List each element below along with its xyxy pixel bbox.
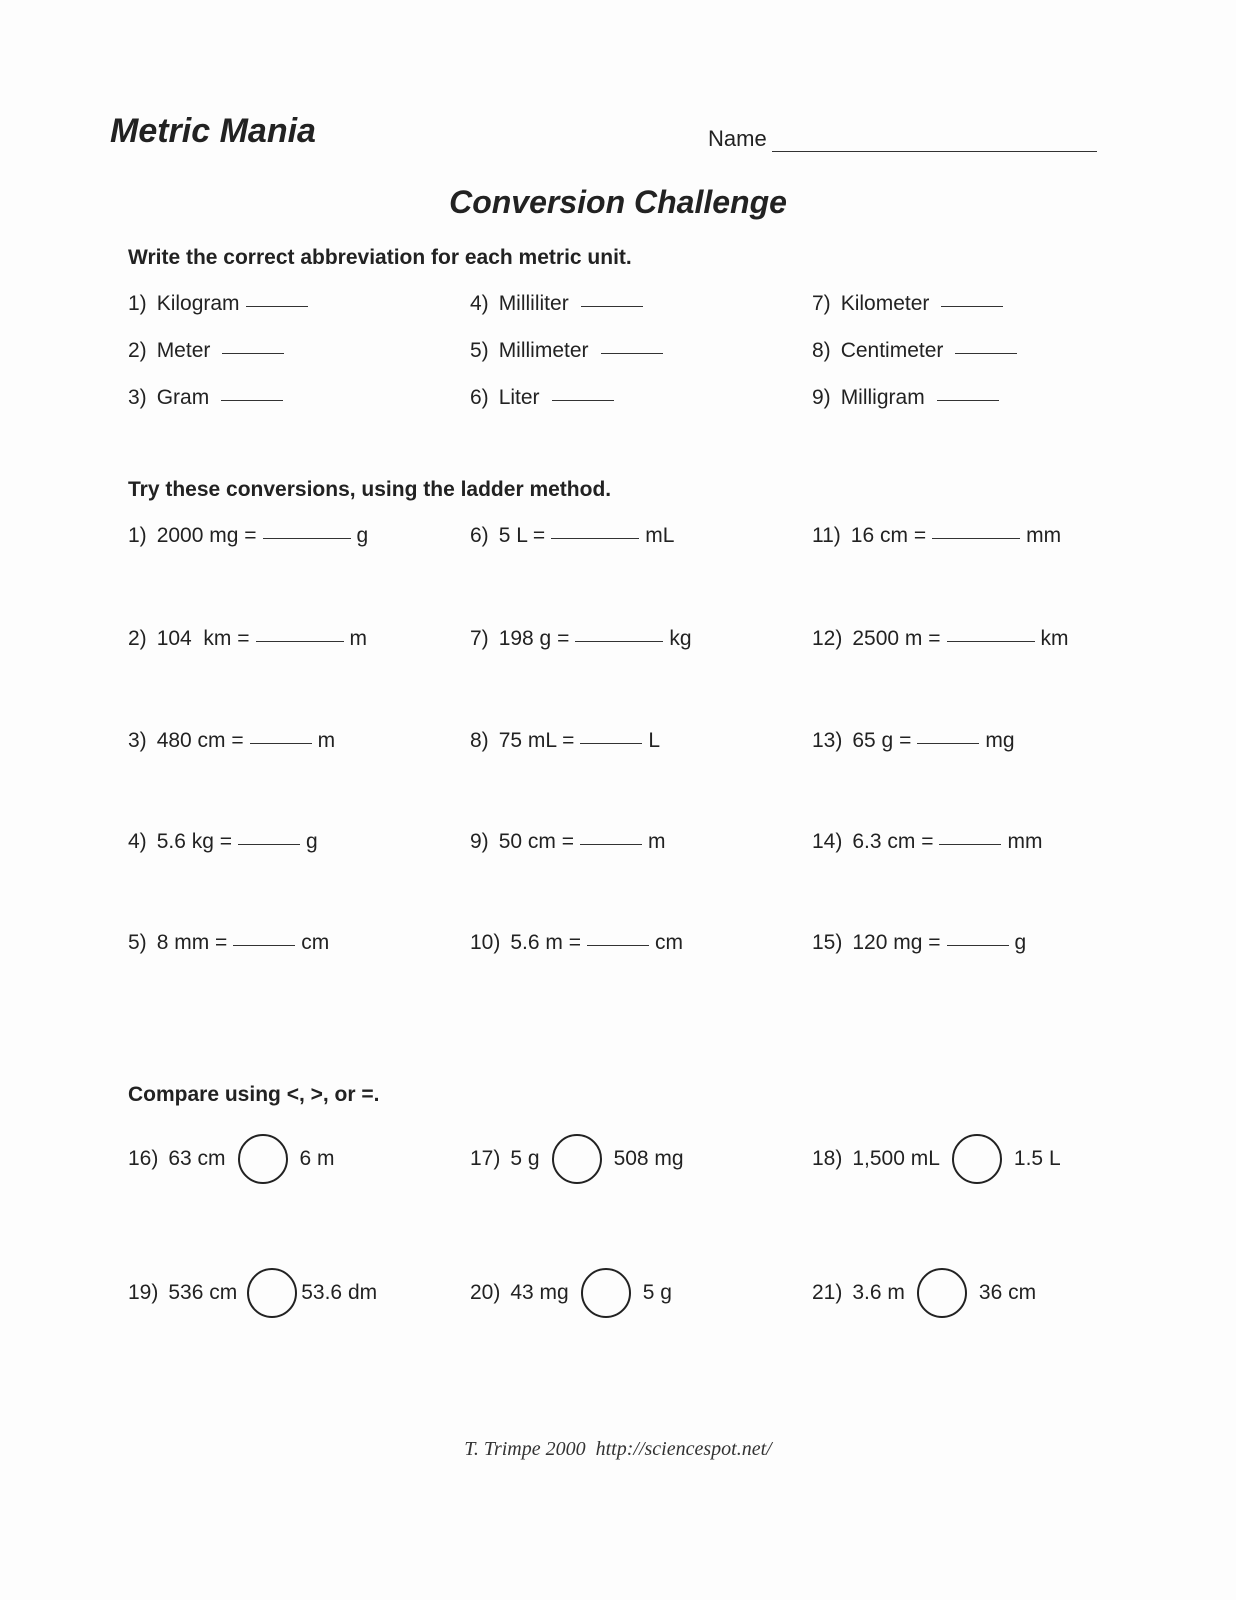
- target-unit: kg: [669, 627, 692, 650]
- compare-item: [470, 1268, 672, 1318]
- item-number: 4): [470, 292, 489, 315]
- abbreviation-item: [128, 292, 314, 316]
- answer-blank[interactable]: [947, 641, 1035, 642]
- answer-blank[interactable]: [551, 538, 639, 539]
- left-quantity: 43 mg: [510, 1281, 569, 1304]
- target-unit: cm: [301, 931, 330, 954]
- right-quantity: 53.6 dm: [301, 1281, 378, 1304]
- unit-label: Milliliter: [498, 292, 569, 315]
- compare-item: [812, 1268, 1036, 1318]
- answer-blank[interactable]: [256, 641, 344, 642]
- item-number: 8): [812, 339, 831, 362]
- target-unit: mg: [985, 729, 1015, 752]
- conversion-item: [812, 830, 1042, 854]
- unit-label: Meter: [156, 339, 211, 362]
- target-unit: cm: [654, 931, 683, 954]
- target-unit: m: [349, 627, 367, 650]
- compare-item: [128, 1268, 377, 1318]
- item-number: 9): [470, 830, 489, 853]
- answer-blank[interactable]: [238, 844, 300, 845]
- target-unit: g: [306, 830, 318, 853]
- conversion-item: [128, 524, 368, 548]
- answer-blank[interactable]: [955, 353, 1017, 354]
- conversion-item: [470, 931, 683, 955]
- answer-blank[interactable]: [941, 306, 1003, 307]
- comparison-circle[interactable]: [952, 1134, 1002, 1184]
- conversion-instruction: Try these conversions, using the ladder method.: [128, 478, 612, 501]
- comparison-circle[interactable]: [917, 1268, 967, 1318]
- answer-blank[interactable]: [552, 400, 614, 401]
- abbreviation-item: [812, 386, 1005, 410]
- conversion-item: [470, 830, 665, 854]
- conversion-expression: 2000 mg =: [156, 524, 257, 547]
- answer-blank[interactable]: [937, 400, 999, 401]
- unit-label: Kilogram: [156, 292, 240, 315]
- abbreviation-item: [128, 386, 289, 410]
- conversion-expression: 75 mL =: [498, 729, 575, 752]
- left-quantity: 536 cm: [168, 1281, 238, 1304]
- target-unit: L: [648, 729, 661, 752]
- item-number: 6): [470, 386, 489, 409]
- compare-item: [470, 1134, 684, 1184]
- right-quantity: 1.5 L: [1013, 1147, 1061, 1170]
- conversion-expression: 198 g =: [498, 627, 570, 650]
- item-number: 8): [470, 729, 489, 752]
- conversion-expression: 120 mg =: [852, 931, 941, 954]
- conversion-item: [812, 524, 1061, 548]
- comparison-circle[interactable]: [552, 1134, 602, 1184]
- answer-blank[interactable]: [250, 743, 312, 744]
- item-number: 12): [812, 627, 843, 650]
- left-quantity: 3.6 m: [852, 1281, 905, 1304]
- unit-label: Milligram: [840, 386, 925, 409]
- item-number: 1): [128, 524, 147, 547]
- item-number: 17): [470, 1147, 501, 1170]
- conversion-item: [812, 931, 1026, 955]
- name-label: Name: [708, 126, 767, 151]
- item-number: 18): [812, 1147, 843, 1170]
- conversion-expression: 6.3 cm =: [852, 830, 934, 853]
- abbreviation-item: [812, 292, 1009, 316]
- conversion-expression: 5.6 m =: [510, 931, 581, 954]
- conversion-expression: 8 mm =: [156, 931, 228, 954]
- answer-blank[interactable]: [581, 306, 643, 307]
- comparison-circle[interactable]: [238, 1134, 288, 1184]
- abbreviation-instruction: Write the correct abbreviation for each metric unit.: [128, 246, 632, 269]
- item-number: 21): [812, 1281, 843, 1304]
- target-unit: mL: [645, 524, 675, 547]
- answer-blank[interactable]: [947, 945, 1009, 946]
- conversion-expression: 5 L =: [498, 524, 546, 547]
- item-number: 20): [470, 1281, 501, 1304]
- left-quantity: 1,500 mL: [852, 1147, 940, 1170]
- item-number: 15): [812, 931, 843, 954]
- item-number: 9): [812, 386, 831, 409]
- abbreviation-item: [812, 339, 1023, 363]
- answer-blank[interactable]: [222, 353, 284, 354]
- unit-label: Millimeter: [498, 339, 589, 362]
- compare-item: [812, 1134, 1061, 1184]
- conversion-item: [128, 931, 329, 955]
- target-unit: mm: [1007, 830, 1043, 853]
- conversion-expression: 50 cm =: [498, 830, 574, 853]
- answer-blank[interactable]: [263, 538, 351, 539]
- right-quantity: 36 cm: [978, 1281, 1037, 1304]
- footer-credit: T. Trimpe 2000 http://sciencespot.net/: [464, 1438, 772, 1460]
- answer-blank[interactable]: [932, 538, 1020, 539]
- comparison-circle[interactable]: [581, 1268, 631, 1318]
- compare-instruction: Compare using <, >, or =.: [128, 1083, 380, 1106]
- conversion-expression: 65 g =: [852, 729, 912, 752]
- conversion-item: [470, 729, 660, 753]
- item-number: 2): [128, 339, 147, 362]
- conversion-item: [128, 729, 335, 753]
- item-number: 13): [812, 729, 843, 752]
- compare-item: [128, 1134, 335, 1184]
- item-number: 10): [470, 931, 501, 954]
- conversion-item: [128, 830, 318, 854]
- left-quantity: 63 cm: [168, 1147, 226, 1170]
- item-number: 7): [470, 627, 489, 650]
- item-number: 7): [812, 292, 831, 315]
- answer-blank[interactable]: [939, 844, 1001, 845]
- right-quantity: 6 m: [299, 1147, 335, 1170]
- item-number: 11): [812, 524, 841, 547]
- target-unit: m: [647, 830, 666, 853]
- item-number: 3): [128, 729, 147, 752]
- comparison-circle[interactable]: [247, 1268, 297, 1318]
- item-number: 4): [128, 830, 147, 853]
- item-number: 1): [128, 292, 147, 315]
- item-number: 3): [128, 386, 147, 409]
- answer-blank[interactable]: [580, 844, 642, 845]
- target-unit: g: [356, 524, 369, 547]
- answer-blank[interactable]: [917, 743, 979, 744]
- item-number: 14): [812, 830, 843, 853]
- item-number: 16): [128, 1147, 159, 1170]
- worksheet-subtitle: Conversion Challenge: [449, 184, 787, 220]
- abbreviation-item: [128, 339, 290, 363]
- item-number: 2): [128, 627, 147, 650]
- conversion-expression: 104 km =: [156, 627, 250, 650]
- conversion-item: [470, 627, 692, 651]
- worksheet-title: Metric Mania: [110, 112, 316, 150]
- right-quantity: 5 g: [642, 1281, 672, 1304]
- conversion-item: [812, 627, 1069, 651]
- answer-blank[interactable]: [233, 945, 295, 946]
- target-unit: g: [1014, 931, 1027, 954]
- item-number: 6): [470, 524, 489, 547]
- conversion-expression: 480 cm =: [156, 729, 244, 752]
- conversion-expression: 5.6 kg =: [156, 830, 232, 853]
- unit-label: Liter: [498, 386, 540, 409]
- unit-label: Gram: [156, 386, 210, 409]
- conversion-expression: 2500 m =: [852, 627, 941, 650]
- conversion-item: [470, 524, 674, 548]
- item-number: 5): [470, 339, 489, 362]
- target-unit: m: [317, 729, 336, 752]
- answer-blank[interactable]: [601, 353, 663, 354]
- conversion-item: [812, 729, 1015, 753]
- conversion-item: [128, 627, 367, 651]
- abbreviation-item: [470, 386, 620, 410]
- item-number: 19): [128, 1281, 159, 1304]
- left-quantity: 5 g: [510, 1147, 540, 1170]
- right-quantity: 508 mg: [613, 1147, 684, 1170]
- abbreviation-item: [470, 292, 649, 316]
- item-number: 5): [128, 931, 147, 954]
- name-blank-line[interactable]: [772, 151, 1097, 152]
- abbreviation-item: [470, 339, 669, 363]
- unit-label: Kilometer: [840, 292, 930, 315]
- answer-blank[interactable]: [580, 743, 642, 744]
- answer-blank[interactable]: [221, 400, 283, 401]
- target-unit: km: [1040, 627, 1069, 650]
- target-unit: mm: [1026, 524, 1062, 547]
- conversion-expression: 16 cm =: [850, 524, 927, 547]
- answer-blank[interactable]: [587, 945, 649, 946]
- unit-label: Centimeter: [840, 339, 944, 362]
- answer-blank[interactable]: [246, 306, 308, 307]
- answer-blank[interactable]: [575, 641, 663, 642]
